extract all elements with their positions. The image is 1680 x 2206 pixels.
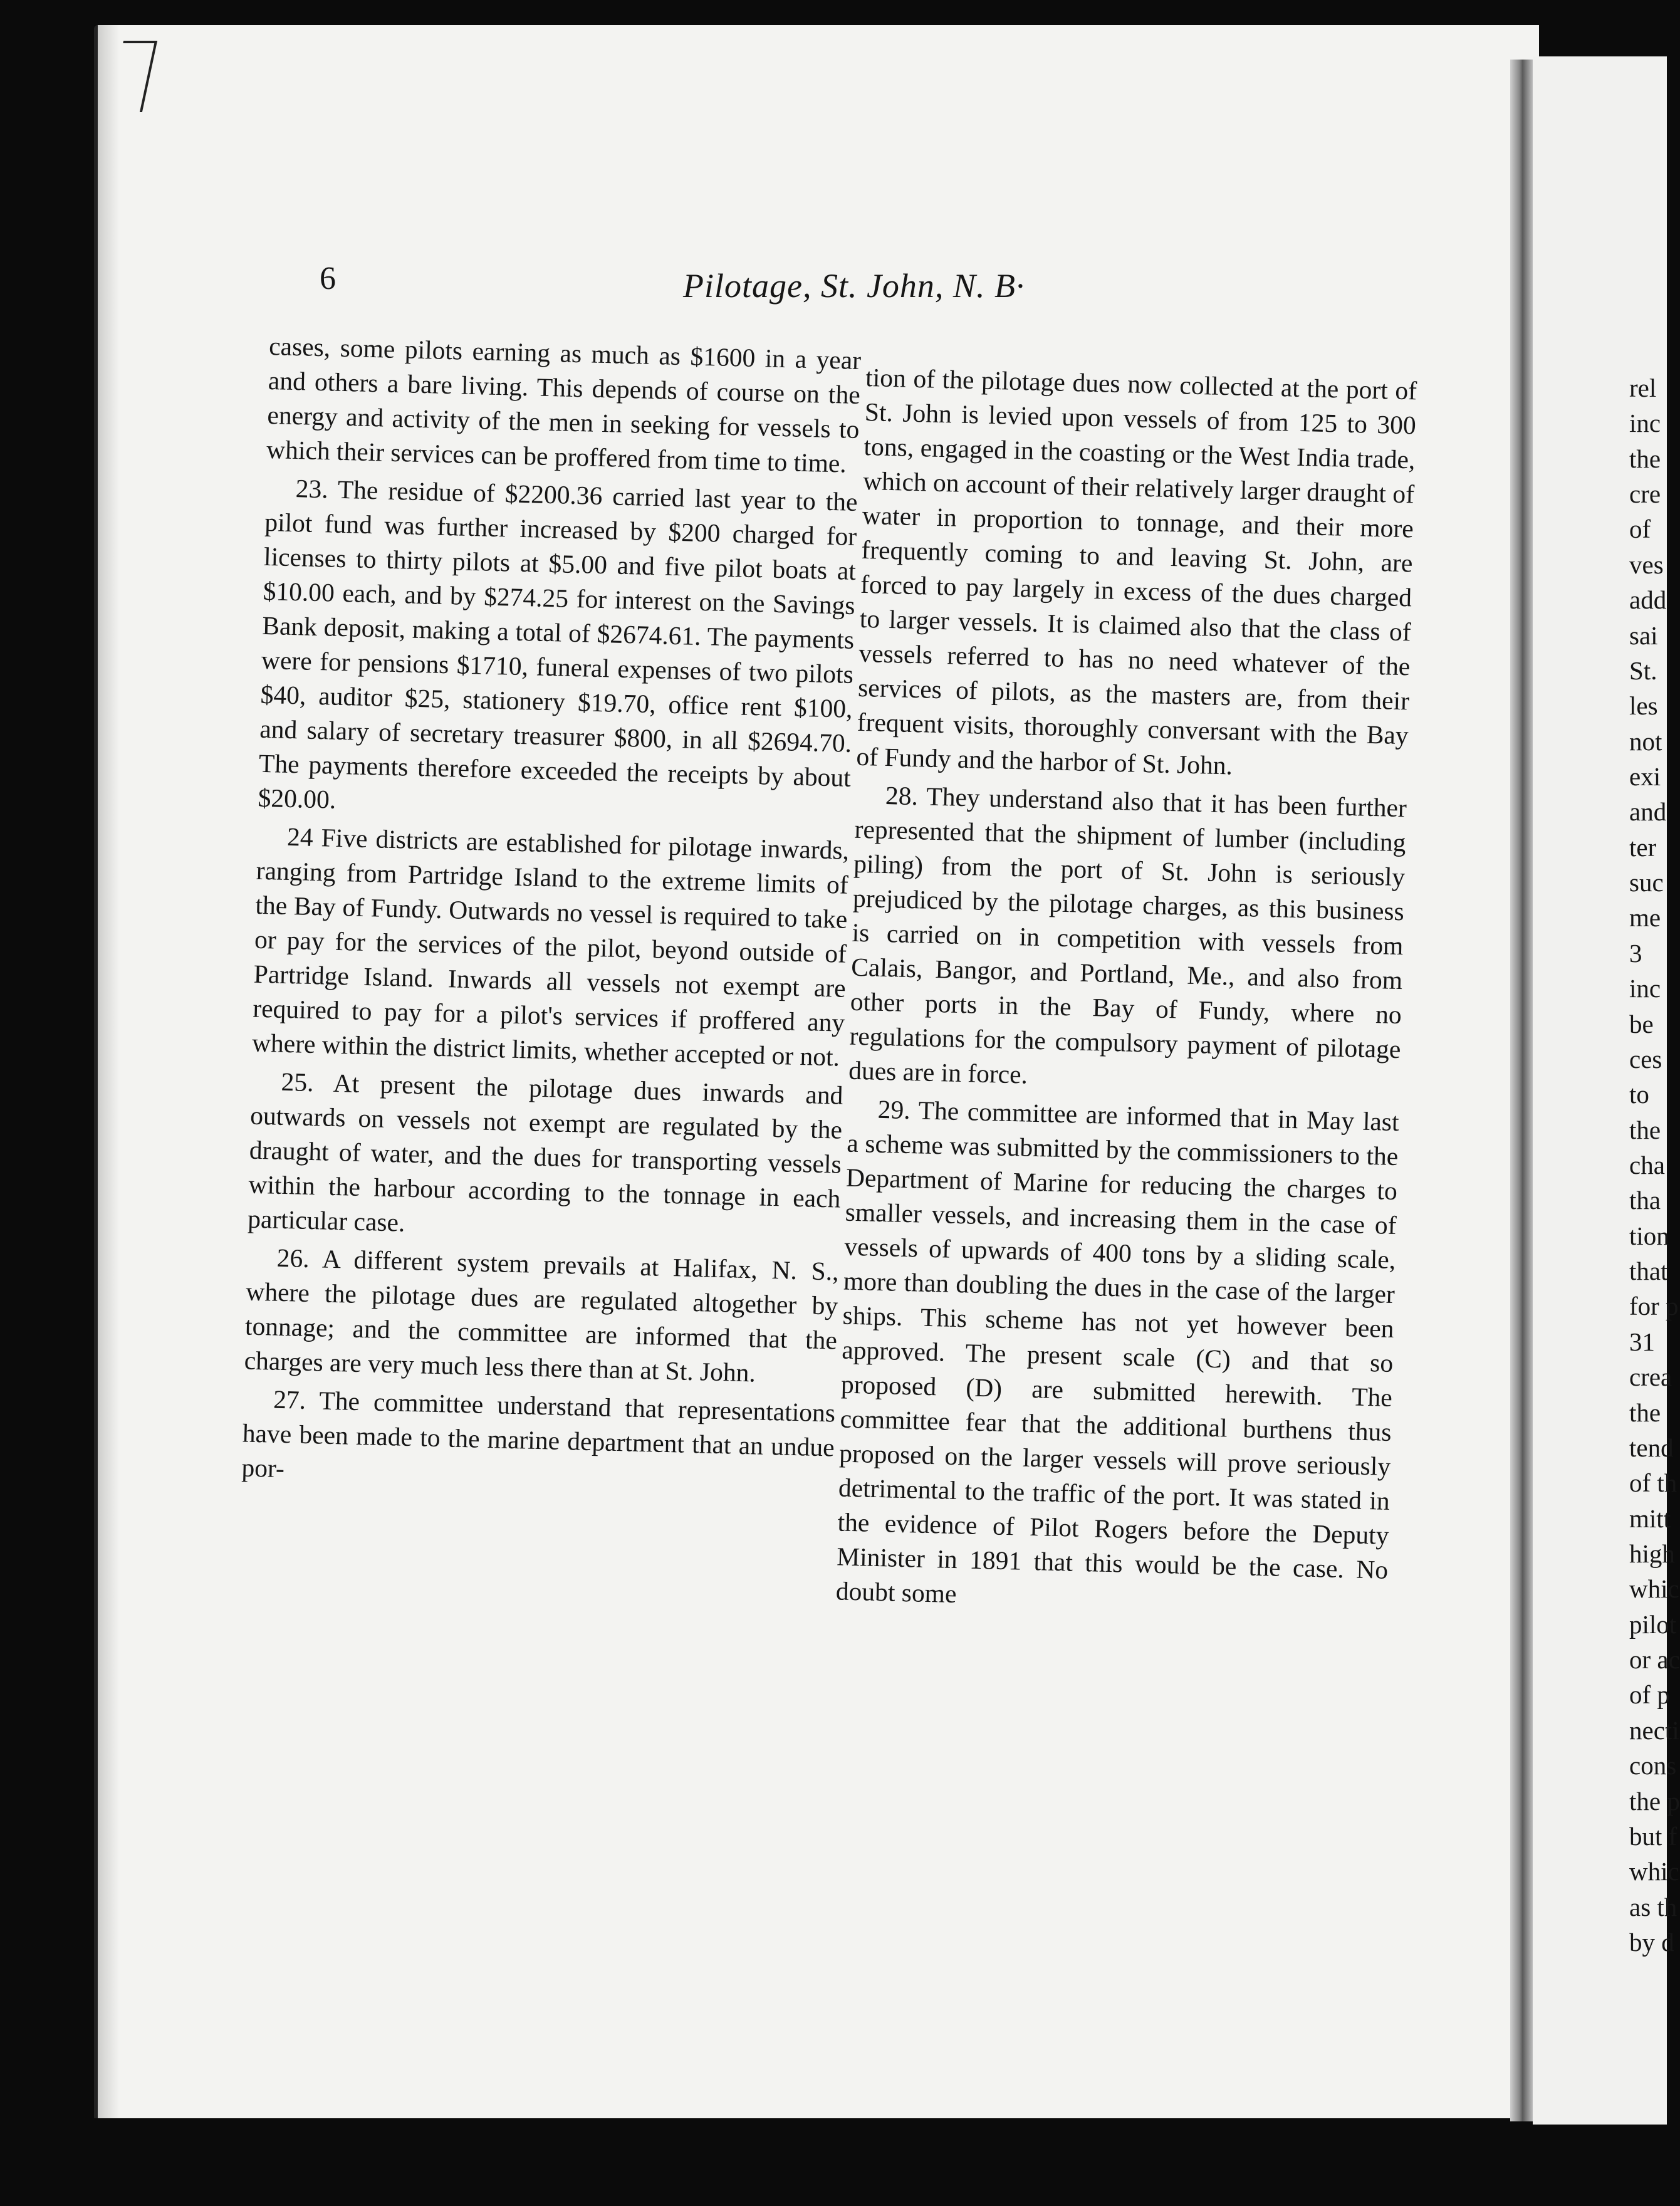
facing-page-fragment: whic bbox=[1629, 1857, 1679, 1886]
paragraph: 23. The residue of $2200.36 carried last year to the pilot fund was further increased by $200 charged for licenses to thirty pilots at $5.00 and five pilot boats at $10.00 each, and by $274.25 for interest on the Savings Bank deposit, making a total of $2674.61. The payments were for pensions $1710, funeral expenses of two pilots $40, auditor $25, stationery $19.70, office rent $100, and salary of secretary treasurer $800, in all $2694.70. The payments therefore exceeded the receipts by about $20.00. bbox=[258, 474, 858, 814]
paragraph: 27. The committee understand that representations have been made to the marine department that an undue por- bbox=[241, 1384, 836, 1483]
facing-page-fragment: tion bbox=[1629, 1221, 1669, 1250]
facing-page-fragment: mitt bbox=[1629, 1504, 1671, 1533]
facing-page-fragment: ter bbox=[1629, 833, 1657, 862]
page-gutter-edge bbox=[1510, 60, 1533, 2121]
facing-page-fragment: cons bbox=[1629, 1751, 1677, 1780]
facing-page-fragment: not bbox=[1629, 727, 1662, 756]
facing-page-fragment: the bbox=[1629, 444, 1661, 473]
paragraph: 24 Five districts are established for pilotage inwards, ranging from Partridge Island to the extreme limits of the Bay of Fundy. Outwards no vessel is required to take or pay for the services of the pilot, beyond outside of Partridge Island. Inwards all vessels not exempt are required to pay for a pilot's services if proffered any where within the district limits, whether accepted or not. bbox=[251, 822, 850, 1072]
facing-page-fragment: but f bbox=[1629, 1822, 1677, 1851]
facing-page-fragment: 31 bbox=[1629, 1327, 1655, 1356]
left-text-column bbox=[241, 329, 862, 1500]
facing-page-fragment: cha bbox=[1629, 1151, 1665, 1179]
facing-page-fragment: St. bbox=[1629, 656, 1657, 685]
facing-page-fragment: exi bbox=[1629, 762, 1661, 791]
paragraph: tion of the pilotage dues now collected at the port of St. John is levied upon vessels of from 125 to 300 tons, engaged in the coasting or the West India trade, which on account of their relatively larger draught of water in proportion to tonnage, and their more frequently coming to and leaving St. John, are forced to pay largely in excess of the dues charged to larger vessels. It is claimed also that the class of vessels referred to has no need whatever of the services of pilots, as the masters are, from their frequent visits, thoroughly conversant with the Bay of Fundy and the harbor of St. John. bbox=[855, 362, 1417, 780]
right-text-column bbox=[835, 360, 1417, 1622]
facing-page-fragment: or ac bbox=[1629, 1645, 1680, 1674]
facing-page-fragment: 3 bbox=[1629, 939, 1642, 968]
facing-page-fragment: crea bbox=[1629, 1362, 1672, 1391]
facing-page-fragment: necti bbox=[1629, 1716, 1679, 1745]
facing-page-fragment: inc bbox=[1629, 974, 1661, 1003]
paragraph: 25. At present the pilotage dues inwards and outwards on vessels not exempt are regulated by the draught of water, and the dues for transporting vessels within the harbour according to the tonnage in each particular case. bbox=[247, 1067, 843, 1237]
facing-page-fragment: high bbox=[1629, 1539, 1675, 1568]
facing-page-fragment: ves bbox=[1629, 550, 1664, 579]
facing-page-fragment: me bbox=[1629, 903, 1661, 932]
facing-page-fragment: pilot bbox=[1629, 1610, 1677, 1639]
facing-page-fragment: tend bbox=[1629, 1433, 1674, 1462]
paragraph: cases, some pilots earning as much as $1600 in a year and others a bare living. This depends of course on the energy and activity of the men in seeking for vessels to which their services can be proffered from time to time. bbox=[266, 331, 862, 478]
facing-page-fragment: ces bbox=[1629, 1045, 1662, 1074]
facing-page-fragment: rel bbox=[1629, 374, 1657, 402]
facing-page-fragment: the bbox=[1629, 1116, 1661, 1144]
facing-page-fragment: of th bbox=[1629, 1468, 1677, 1497]
paragraph: 29. The committee are informed that in May last a scheme was submitted by the commissioners to the Department of Marine for reducing the charges to smaller vessels, and increasing them in the case of vessels of upwards of 400 tons by a sliding scale, more than doubling the dues in the case of the larger ships. This scheme has not yet however been approved. The present scale (C) and that so proposed (D) are submitted herewith. The committee fear that the additional burthens thus proposed on the larger vessels will prove seriously detrimental to the traffic of the port. It was stated in the evidence of Pilot Rogers before the Deputy Minister in 1891 that this would be the case. No doubt some bbox=[835, 1094, 1400, 1609]
facing-page-fragment: les bbox=[1629, 691, 1658, 720]
facing-page-fragment: and bbox=[1629, 797, 1667, 826]
running-head: Pilotage, St. John, N. B· bbox=[683, 267, 1025, 305]
facing-page-fragment: that bbox=[1629, 1257, 1668, 1285]
facing-page-fragment: as th bbox=[1629, 1893, 1677, 1921]
facing-page-fragment: of bbox=[1629, 515, 1651, 543]
facing-page-fragment: inc bbox=[1629, 409, 1661, 437]
facing-page-fragment: the p bbox=[1629, 1787, 1680, 1816]
facing-page-fragment: cre bbox=[1629, 479, 1661, 508]
paragraph: 28. They understand also that it has been further represented that the shipment of lumber (including piling) from the port of St. John is seriously prejudiced by the pilotage charges, as this business is carried on in competition with vessels from Calais, Bangor, and Portland, Me., and also from other ports in the Bay of Fundy, where no regulations for the compulsory payment of pilotage dues are in force. bbox=[848, 780, 1407, 1089]
facing-page-fragment: of p bbox=[1629, 1680, 1670, 1709]
paragraph: 26. A different system prevails at Halifax, N. S., where the pilotage dues are regulated altogether by tonnage; and the committee are informed that the charges are very much less there than at St. John. bbox=[244, 1243, 840, 1388]
facing-page-fragment: tha bbox=[1629, 1186, 1661, 1215]
facing-page-fragment: add bbox=[1629, 585, 1667, 614]
facing-page-fragment: for p bbox=[1629, 1292, 1679, 1320]
facing-page-fragment: sai bbox=[1629, 621, 1658, 650]
page-number: 6 bbox=[320, 261, 336, 296]
facing-page-fragment: whic bbox=[1629, 1574, 1679, 1603]
facing-page-fragment: to bbox=[1629, 1080, 1649, 1109]
facing-page-fragment: the bbox=[1629, 1398, 1661, 1427]
facing-page-fragment: be bbox=[1629, 1010, 1654, 1038]
binding-shadow bbox=[94, 25, 119, 2118]
facing-page-fragment: suc bbox=[1629, 868, 1664, 897]
facing-page-fragment: by d bbox=[1629, 1928, 1674, 1957]
